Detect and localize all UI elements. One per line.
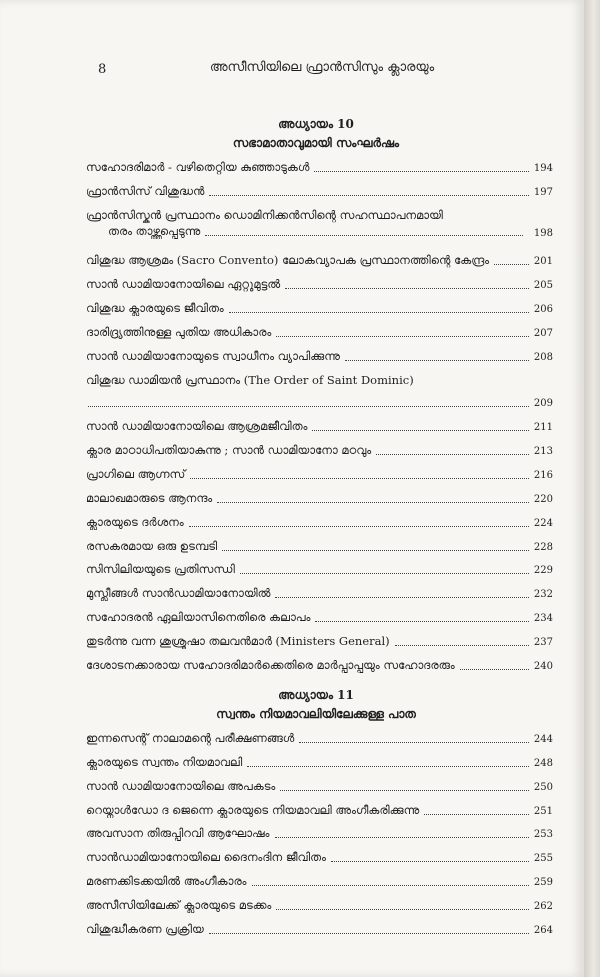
toc-entry [86, 627, 553, 649]
toc-entry [86, 867, 553, 889]
toc-entry-page: 244 [533, 734, 553, 745]
toc-entry-page: 206 [533, 304, 553, 315]
toc-entry-title: സിസിലിയയുടെ പ്രതിസന്ധി [86, 563, 235, 577]
toc-entry-title: രസകരമായ ഒരു ഉടമ്പടി [86, 540, 218, 554]
toc-entry [86, 724, 553, 746]
toc-entry-page: 255 [533, 853, 553, 864]
toc-entry [86, 318, 553, 340]
toc-entry-page: 232 [533, 589, 553, 600]
leader-dots [312, 430, 529, 431]
leader-dots [229, 312, 529, 313]
leader-dots [460, 669, 529, 670]
toc-entry-page: 264 [533, 925, 553, 936]
leader-dots [88, 406, 529, 407]
leader-dots [276, 909, 529, 910]
leader-dots [275, 597, 529, 598]
toc-entry-title: ക്ലാര മാഠാധിപതിയാകുന്നു ; സാൻ ഡാമിയാനോ മഠവും [86, 444, 372, 458]
toc-entry-page: 228 [533, 542, 553, 553]
toc-entry-page: 234 [533, 613, 553, 624]
toc-entry-title: അസീസിയിലേക്ക് ക്ലാരയുടെ മടക്കം [86, 899, 272, 913]
toc-entry [86, 153, 553, 175]
chapter-10-heading: അധ്യായം 10 [278, 117, 354, 131]
toc-entry [86, 772, 553, 794]
toc-entry-page: 211 [533, 422, 553, 433]
leader-dots [315, 621, 529, 622]
toc-entry [86, 748, 553, 770]
toc-entry-title: ക്ലാരയുടെ സ്വന്തം നിയമാവലി [86, 756, 243, 770]
toc-entry-page: 201 [533, 256, 553, 267]
toc-entry-title: സാൻ ഡാമിയാനോയുടെ സ്വാധീനം വ്യാപിക്കുന്നു [86, 350, 340, 364]
toc-entry-page: 197 [533, 187, 553, 198]
toc-entry-page: 250 [533, 782, 553, 793]
toc-entry [86, 270, 553, 292]
leader-dots [190, 478, 529, 479]
toc-entry-title: സഹോദരിമാർ - വഴിതെറ്റിയ കുഞ്ഞാടുകൾ [86, 161, 310, 175]
leader-dots [209, 933, 529, 934]
toc-entry [86, 177, 553, 199]
leader-dots [217, 502, 529, 503]
toc-entry-title: വിശുദ്ധ ഡാമിയൻ പ്രസ്ഥാനം (The Order of Saint Dominic) [86, 374, 414, 388]
leader-dots [247, 766, 529, 767]
leader-dots [331, 861, 529, 862]
toc-entry [86, 294, 553, 316]
toc-entry-page: 220 [533, 494, 553, 505]
leader-dots [189, 526, 529, 527]
leader-dots [209, 195, 529, 196]
toc-entry-title: ദേശാടനക്കാരായ സഹോദരിമാർക്കെതിരെ മാർപ്പാപ്പയും സഹോദരരും [86, 659, 455, 673]
toc-entry [86, 412, 553, 434]
toc-entry-title: ഇന്നസെന്റ് നാലാമന്റെ പരീക്ഷണങ്ങൾ [86, 732, 295, 746]
toc-entry [86, 915, 553, 937]
chapter-11-subheading: സ്വന്തം നിയമാവലിയിലേക്കുള്ള പാത [216, 707, 416, 721]
leader-dots [299, 742, 529, 743]
chapter-11-heading: അധ്യായം 11 [278, 688, 354, 702]
page-edge [584, 0, 600, 977]
toc-entry-title: അവസാന തിരുപ്പിറവി ആഘോഷം [86, 827, 270, 841]
toc-entry-title: പ്രാഗിലെ ആഗ്നസ് [86, 468, 186, 482]
toc-entry-page: 213 [533, 446, 553, 457]
toc-entry-page: 209 [533, 398, 553, 409]
leader-dots [494, 264, 529, 265]
toc-entry-title: മരണക്കിടക്കയിൽ അംഗീകാരം [86, 875, 247, 889]
toc-entry [86, 484, 553, 506]
leader-dots [275, 837, 530, 838]
chapter-10-subheading: സഭാമാതാവുമായി സംഘർഷം [232, 136, 400, 150]
toc-entry-title: ദാരിദ്ര്യത്തിനുള്ള പുതിയ അധികാരം [86, 326, 272, 340]
leader-dots [314, 171, 529, 172]
toc-entry-continued [86, 388, 553, 410]
leader-dots [222, 550, 529, 551]
toc-entry-title: ക്ലാരയുടെ ദർശനം [86, 516, 184, 530]
toc-entry-title: സാൻഡാമിയാനോയിലെ ദൈനംദിന ജീവിതം [86, 851, 326, 865]
toc-entry-page: 248 [533, 758, 553, 769]
toc-entry [86, 436, 553, 458]
toc-entry-title: വിശുദ്ധീകരണ പ്രക്രിയ [86, 923, 204, 937]
toc-entry [86, 579, 553, 601]
toc-entry-page: 216 [533, 470, 553, 481]
page-number: 8 [98, 62, 107, 77]
toc-entry-page: 208 [533, 352, 553, 363]
running-title: അസീസിയിലെ ഫ്രാൻസിസും ക്ലാരയും [209, 60, 435, 75]
toc-entry-title: ഫ്രാൻസിസ് വിശുദ്ധൻ [86, 185, 205, 199]
toc-entry [86, 246, 553, 268]
toc-entry [86, 460, 553, 482]
leader-dots [205, 235, 523, 236]
toc-entry [86, 342, 553, 364]
toc-entry [86, 201, 553, 223]
toc-entry [86, 532, 553, 554]
toc-entry [86, 555, 553, 577]
toc-entry [86, 651, 553, 673]
toc-entry-page: 194 [533, 163, 553, 174]
leader-dots [376, 454, 529, 455]
toc-entry-title: വിശുദ്ധ ആശ്രമം (Sacro Convento) ലോകവ്യാപക പ്രസ്ഥാനത്തിന്റെ കേന്ദ്രം [86, 254, 490, 268]
toc-entry-page: 253 [533, 829, 553, 840]
toc-entry [86, 796, 553, 818]
toc-entry-title: സാൻ ഡാമിയാനോയിലെ ഏറ്റുമുട്ടൽ [86, 278, 281, 292]
leader-dots [395, 645, 529, 646]
toc-entry-page: 251 [533, 806, 553, 817]
toc-entry-page: 207 [533, 328, 553, 339]
toc-entry-title: സാൻ ഡാമിയാനോയിലെ ആശ്രമജീവിതം [86, 420, 308, 434]
toc-entry-title: മാലാഖമാരുടെ ആനന്ദം [86, 492, 213, 506]
toc-entry-page: 229 [533, 565, 553, 576]
toc-entry-page: 224 [533, 518, 553, 529]
toc-entry-title: മുസ്ലീങ്ങൾ സാൻഡാമിയാനോയിൽ [86, 587, 271, 601]
leader-dots [424, 814, 529, 815]
toc-entry-page: 259 [533, 877, 553, 888]
toc-entry-title: തുടർന്നു വന്ന ശുശ്രൂഷാ തലവൻമാർ (Ministers General) [86, 635, 390, 649]
toc-entry-title: റെയ്നാൾഡോ ദ ജെന്നെ ക്ലാരയുടെ നിയമാവലി അംഗീകരിക്കുന്നു [86, 804, 420, 818]
toc-entry-page: 240 [533, 661, 553, 672]
toc-entry-title: വിശുദ്ധ ക്ലാരയുടെ ജീവിതം [86, 302, 224, 316]
toc-entry [86, 603, 553, 625]
leader-dots [345, 360, 529, 361]
toc-entry-title: ഫ്രാൻസിസ്കൻ പ്രസ്ഥാനം ഡൊമിനിക്കൻസിന്റെ സഹസ്ഥാപനമായി [86, 209, 443, 223]
toc-entry [86, 508, 553, 530]
leader-dots [285, 288, 529, 289]
toc-entry-page: 198 [533, 228, 553, 239]
toc-entry [86, 366, 553, 388]
leader-dots [240, 573, 529, 574]
toc-entry-title: സഹോദരൻ ഏലിയാസിനെതിരെ കലാപം [86, 611, 311, 625]
toc-entry-page: 262 [533, 901, 553, 912]
leader-dots [276, 336, 529, 337]
leader-dots [280, 790, 529, 791]
toc-entry [86, 819, 553, 841]
toc-entry-title: തരം താഴ്ത്തപ്പെടുന്നു [108, 224, 201, 238]
toc-entry-continued [108, 224, 553, 239]
toc-entry-title: സാൻ ഡാമിയാനോയിലെ അപകടം [86, 780, 276, 794]
toc-entry [86, 891, 553, 913]
toc-entry [86, 843, 553, 865]
leader-dots [252, 885, 530, 886]
toc-entry-page: 237 [533, 637, 553, 648]
toc-entry-page: 205 [533, 280, 553, 291]
